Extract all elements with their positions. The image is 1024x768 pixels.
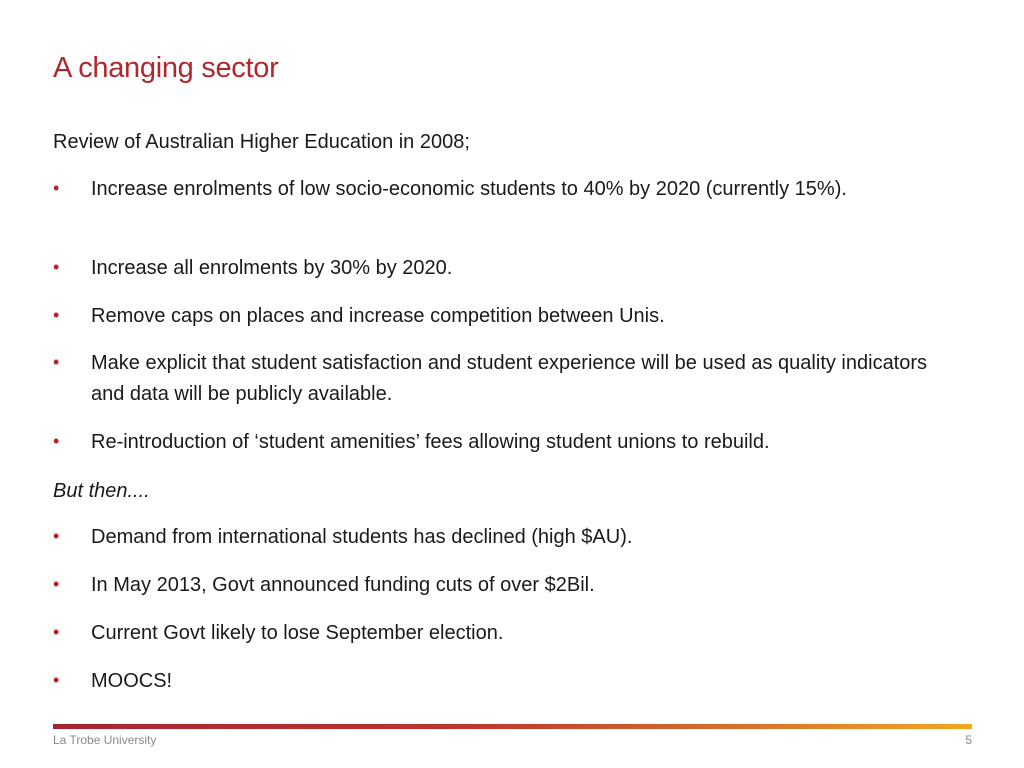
bullet-item [53,666,933,697]
slide-title: A changing sector [53,52,279,84]
bullet-text: Increase enrolments of low socio-economic students to 40% by 2020 (currently 15%). [91,178,847,200]
bullet-icon: • [53,574,60,594]
bullet-item [53,618,933,649]
bullet-text: Demand from international students has declined (high $AU). [91,526,633,548]
bullet-icon: • [53,622,60,642]
intro-text: Review of Australian Higher Education in 2008; [53,131,470,153]
bullet-icon: • [53,670,60,690]
bullet-item [53,427,933,458]
bullet-text: In May 2013, Govt announced funding cuts of over $2Bil. [91,574,595,596]
bullet-icon: • [53,352,60,372]
footer-page-number: 5 [965,733,972,747]
bullet-item [53,570,933,601]
bullet-icon: • [53,178,60,198]
bullet-item [53,301,933,332]
bullet-icon: • [53,526,60,546]
bullet-icon: • [53,305,60,325]
bullet-text: Re-introduction of ‘student amenities’ fees allowing student unions to rebuild. [91,431,770,453]
bullet-item [53,174,933,205]
bullet-text: Make explicit that student satisfaction and student experience will be used as quality indicators and data will be publicly available. [91,352,928,405]
bullet-item [53,348,933,410]
bullet-text: Remove caps on places and increase competition between Unis. [91,305,665,327]
footer-divider-bar [53,724,972,729]
bullet-icon: • [53,257,60,277]
transition-text: But then.... [53,480,150,502]
transition-item [53,477,933,505]
bullet-item [53,522,933,553]
footer-institution: La Trobe University [53,733,157,747]
bullet-item [53,253,933,284]
bullet-text: Current Govt likely to lose September election. [91,622,504,644]
bullet-text: Increase all enrolments by 30% by 2020. [91,257,453,279]
bullet-icon: • [53,431,60,451]
bullet-text: MOOCS! [91,670,173,692]
